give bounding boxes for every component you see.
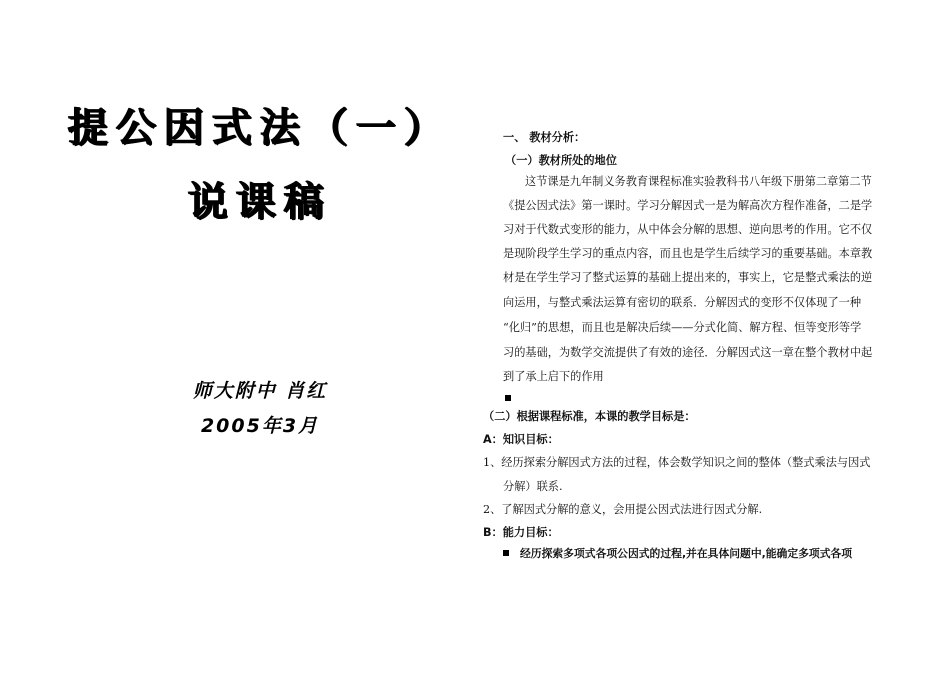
- ability-goal-bullet: 经历探索多项式各项公因式的过程,并在具体问题中,能确定多项式各项: [520, 547, 853, 560]
- paragraph-line: 这节课是九年制义务教育课程标准实验教科书八年级下册第二章第二节: [525, 175, 872, 188]
- subsection-heading-1: （一）教材所处的地位: [505, 154, 617, 167]
- cover-title-line2: 说课稿: [188, 179, 332, 225]
- goal-item-1: 1、经历探索分解因式方法的过程，体会数学知识之间的整体（整式乘法与因式: [483, 456, 871, 469]
- section-heading: 一、 教材分析：: [503, 131, 586, 144]
- goal-item-1-continued: 分解）联系.: [503, 480, 563, 493]
- paragraph-line: 向运用，与整式乘法运算有密切的联系．分解因式的变形不仅体现了一种: [503, 296, 862, 309]
- paragraph-line: 《提公因式法》第一课时。学习分解因式一是为解高次方程作准备，二是学: [503, 199, 873, 212]
- cover-title-line1: 提公因式法（一）: [68, 105, 452, 151]
- paragraph-line: 到了承上启下的作用: [503, 370, 604, 383]
- cover-author: 师大附中 肖红: [192, 380, 328, 402]
- ability-goals-label: B：能力目标：: [483, 526, 559, 539]
- bullet-square-icon: [505, 391, 511, 404]
- paragraph-line: 是现阶段学生学习的重点内容，而且也是学生后续学习的重要基础。本章教: [503, 247, 873, 260]
- paragraph-line: 习对于代数式变形的能力，从中体会分解的思想、逆向思考的作用。它不仅: [503, 223, 873, 236]
- paragraph-line: “化归”的思想，而且也是解决后续——分式化简、解方程、恒等变形等学: [503, 321, 862, 334]
- bullet-square-icon: [503, 546, 509, 559]
- goal-item-2: 2、了解因式分解的意义，会用提公因式法进行因式分解.: [483, 503, 763, 516]
- paragraph-line: 材是在学生学习了整式运算的基础上提出来的，事实上，它是整式乘法的逆: [503, 271, 873, 284]
- subsection-heading-2: （二）根据课程标准，本课的教学目标是：: [483, 410, 696, 423]
- cover-date: 2005年3月: [200, 415, 320, 437]
- knowledge-goals-label: A：知识目标：: [483, 433, 559, 446]
- paragraph-line: 习的基础，为数学交流提供了有效的途径．分解因式这一章在整个教材中起: [503, 346, 873, 359]
